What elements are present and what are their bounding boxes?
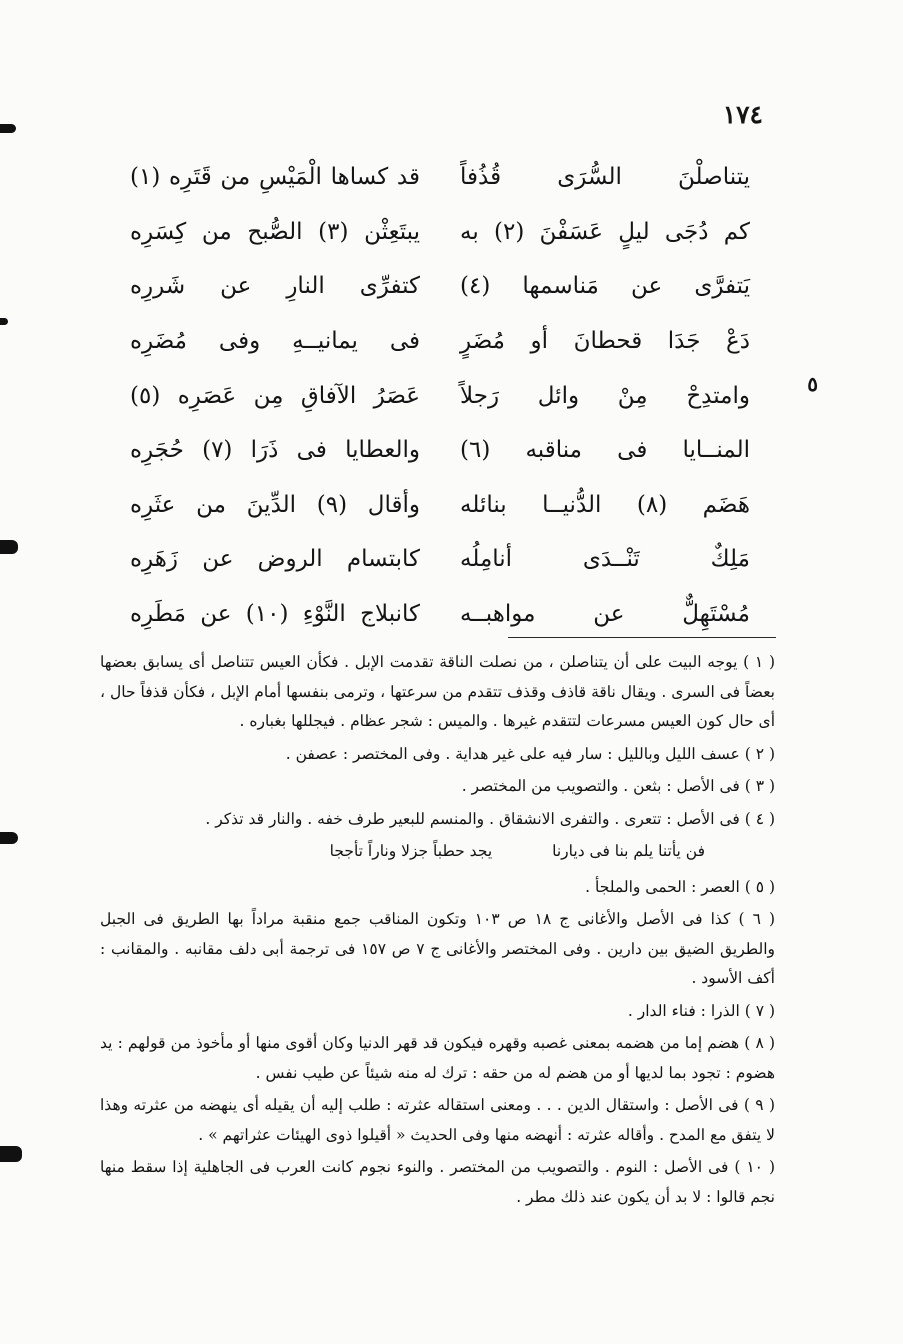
first-hemistich: مُسْتَهِلٌّ عن مواهبــه (460, 601, 750, 628)
second-hemistich: يبتَعِثْن (٣) الصُّبح من كِسَرِه (130, 218, 420, 245)
footnote: ( ٣ ) فى الأصل : بثعن . والتصويب من المختصر . (461, 777, 775, 795)
first-hemistich: هَضَم (٨) الدُّنيــا بنائله (460, 491, 750, 518)
poem (130, 150, 750, 641)
margin-mark (0, 124, 16, 133)
verse-row (130, 587, 750, 642)
verse-row (130, 423, 750, 478)
footnote-separator (508, 637, 776, 638)
second-hemistich: والعطايا فى ذَرَا (٧) حُجَرِه (130, 437, 420, 464)
verse-row (130, 532, 750, 587)
second-hemistich: وأقال (٩) الدِّينَ من عثَرِه (130, 491, 420, 518)
first-hemistich: المنــايا فى مناقبه (٦) (460, 437, 750, 464)
margin-mark (0, 318, 8, 325)
footnote: ( ٤ ) فى الأصل : تتعرى . والتفرى الانشقاق . والمنسم للبعير طرف خفه . والنار قد تذكر . (205, 809, 775, 828)
footnotes (100, 648, 775, 1215)
second-hemistich: فى يمانيــهِ وفى مُضَرِه (130, 328, 420, 355)
first-hemistich: يَتفرَّى عن مَناسمها (٤) (460, 273, 750, 300)
line-marker: ٥ (807, 372, 818, 396)
footnote: ( ١ ) يوجه البيت على أن يتناصلن ، من نصلت الناقة تقدمت الإبل . فكأن العيس تتناصل أى يسابق بعضها بعضاً فى السرى . ويقال ناقة قاذف وقذف تتقدم من سرعتها ، وترمى بنفسها أمام الإبل ، فكأن قذفاً حال ، أى حال كون العيس مسرعات لتتقدم غيرها . والميس : شجر عظام . فيجللها بغباره . (100, 653, 775, 730)
first-hemistich: كم دُجَى ليلٍ عَسَفْنَ (٢) به (460, 218, 750, 245)
verse-row (130, 205, 750, 260)
margin-mark (0, 540, 18, 554)
second-hemistich: كتفرِّى النارِ عن شَررِه (130, 273, 420, 300)
footnote: ( ٩ ) فى الأصل : واستقال الدين . . . ومعنى استقاله عثرته : طلب إليه أن يقيله أى ينهضه من عثرته وهذا لا يتفق مع المدح . وأقاله عثرته : أنهضه منها وفى الحديث « أقيلوا ذوى الهيئات عثراتهم » . (100, 1096, 775, 1144)
footnote: ( ٢ ) عسف الليل وبالليل : سار فيه على غير هداية . وفى المختصر : عصفن . (285, 744, 775, 763)
quoted-verse-second: يجد حطباً جزلا وناراً تأججا (329, 842, 493, 860)
verse-row (130, 478, 750, 533)
footnote: ( ١٠ ) فى الأصل : النوم . والتصويب من المختصر . والنوء نجوم كانت العرب فى الجاهلية إذا سقط منها نجم قالوا : لا بد أن يكون عند ذلك مطر . (100, 1158, 775, 1206)
footnote: ( ٨ ) هضم إما من هضمه بمعنى غصبه وقهره فيكون قد قهر الدنيا وكان أقوى منها أو مأخوذ من قولهم : يد هضوم : تجود بما لديها أو من هضم له من حقه : ترك له منه شيئاً عن طيب نفس . (100, 1034, 776, 1082)
second-hemistich: كابتسام الروض عن زَهَرِه (130, 546, 420, 573)
verse-row (130, 259, 750, 314)
first-hemistich: يتناصلْنَ السُّرَى قُذُفاً (460, 164, 750, 191)
page-number: ١٧٤ (722, 100, 763, 129)
second-hemistich: عَصَرُ الآفاقِ مِن عَصَرِه (٥) (130, 382, 420, 409)
verse-row (130, 314, 750, 369)
verse-row (130, 368, 750, 423)
margin-mark (0, 832, 18, 844)
first-hemistich: دَعْ جَدَا قحطانَ أو مُضَرٍ (460, 328, 750, 355)
footnote: ( ٧ ) الذرا : فناء الدار . (627, 1001, 775, 1020)
margin-mark (0, 1146, 22, 1162)
second-hemistich: كانبلاج النَّوْءِ (١٠) عن مَطَرِه (130, 601, 420, 628)
footnote: ( ٦ ) كذا فى الأصل والأغانى ج ١٨ ص ١٠٣ وتكون المناقب جمع منقبة مراداً بها الطريق فى الجبل والطريق الضيق بين دارين . وفى المختصر والأغانى ج ٧ ص ١٥٧ فى ترجمة أبى دلف مقانبه . والمقانب : أكف الأسود . (100, 910, 776, 987)
quoted-verse (100, 837, 775, 867)
quoted-verse-first: فن يأتنا يلم بنا فى ديارنا (552, 842, 705, 860)
first-hemistich: وامتدِحْ مِنْ وائل رَجلاً (460, 382, 750, 409)
first-hemistich: مَلِكٌ تَنْــدَى أنامِلُه (460, 546, 750, 573)
footnote: ( ٥ ) العصر : الحمى والملجأ . (585, 877, 775, 896)
verse-row (130, 150, 750, 205)
second-hemistich: قد كساها الْمَيْسِ من قَتَرِه (١) (130, 164, 420, 191)
